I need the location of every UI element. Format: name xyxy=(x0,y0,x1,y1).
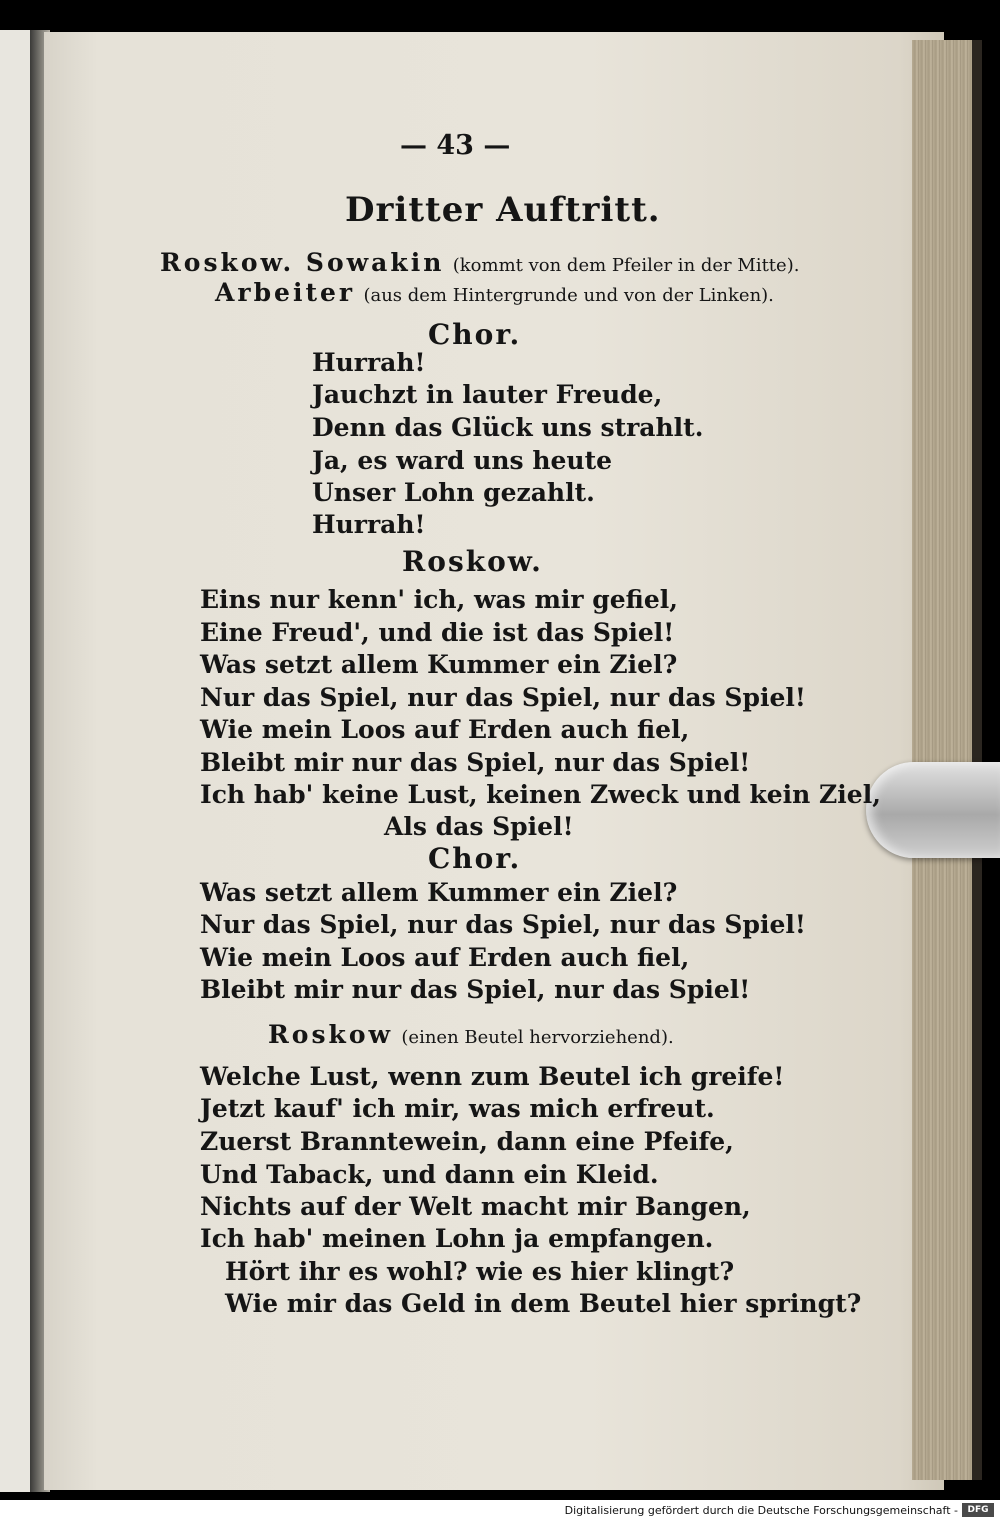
cast-line-2 xyxy=(215,278,774,307)
stage-direction: (kommt von dem Pfeiler in der Mitte). xyxy=(452,255,800,276)
verse-line: Was setzt allem Kummer ein Ziel? xyxy=(200,878,678,907)
digitization-footer xyxy=(0,1500,1000,1521)
speaker-roskow: Roskow. xyxy=(402,545,543,578)
page-number: — 43 — xyxy=(400,130,511,161)
verse-line: Eins nur kenn' ich, was mir gefiel, xyxy=(200,585,678,614)
verse-line: Welche Lust, wenn zum Beutel ich greife! xyxy=(200,1062,785,1091)
verse-line: Als das Spiel! xyxy=(384,812,574,841)
verse-line: Eine Freud', und die ist das Spiel! xyxy=(200,618,675,647)
verse-line: Nichts auf der Welt macht mir Bangen, xyxy=(200,1192,751,1221)
page-edges xyxy=(912,40,974,1480)
verse-line: Bleibt mir nur das Spiel, nur das Spiel! xyxy=(200,975,751,1004)
verse-line: Ich hab' meinen Lohn ja empfangen. xyxy=(200,1224,714,1253)
page-clip xyxy=(866,762,1000,858)
verse-line: Unser Lohn gezahlt. xyxy=(312,478,595,507)
cast-speakers: Roskow. Sowakin xyxy=(160,248,445,277)
speaker-name: Roskow xyxy=(268,1020,394,1049)
verse-line: Und Taback, und dann ein Kleid. xyxy=(200,1160,659,1189)
verse-line: Nur das Spiel, nur das Spiel, nur das Spiel! xyxy=(200,683,806,712)
verse-line: Hurrah! xyxy=(312,510,426,539)
scene-heading: Dritter Auftritt. xyxy=(345,190,661,230)
verse-line: Denn das Glück uns strahlt. xyxy=(312,413,704,442)
speaker-roskow-direction xyxy=(268,1020,674,1049)
dfg-logo: DFG xyxy=(962,1503,994,1517)
footer-credit: Digitalisierung gefördert durch die Deutsche Forschungsgemeinschaft - xyxy=(564,1504,958,1517)
verse-line: Zuerst Branntewein, dann eine Pfeife, xyxy=(200,1127,734,1156)
stage-direction: (einen Beutel hervorziehend). xyxy=(401,1027,674,1048)
book-cover-edge xyxy=(972,40,982,1480)
cast-line-1 xyxy=(160,248,799,277)
speaker-chor: Chor. xyxy=(428,842,522,875)
verse-line: Nur das Spiel, nur das Spiel, nur das Spiel! xyxy=(200,910,806,939)
stage-direction: (aus dem Hintergrunde und von der Linken). xyxy=(363,285,774,306)
verse-line: Wie mir das Geld in dem Beutel hier springt? xyxy=(225,1289,862,1318)
verse-line: Ich hab' keine Lust, keinen Zweck und kein Ziel, xyxy=(200,780,881,809)
verse-line: Was setzt allem Kummer ein Ziel? xyxy=(200,650,678,679)
verse-line: Bleibt mir nur das Spiel, nur das Spiel! xyxy=(200,748,751,777)
verse-line: Hört ihr es wohl? wie es hier klingt? xyxy=(225,1257,735,1286)
speaker-chor: Chor. xyxy=(428,318,522,351)
verse-line: Wie mein Loos auf Erden auch fiel, xyxy=(200,715,690,744)
verse-line: Jetzt kauf' ich mir, was mich erfreut. xyxy=(200,1094,715,1123)
verse-line: Jauchzt in lauter Freude, xyxy=(312,380,663,409)
verse-line: Ja, es ward uns heute xyxy=(312,446,613,475)
verse-line: Hurrah! xyxy=(312,348,426,377)
cast-speakers: Arbeiter xyxy=(215,278,356,307)
verse-line: Wie mein Loos auf Erden auch fiel, xyxy=(200,943,690,972)
